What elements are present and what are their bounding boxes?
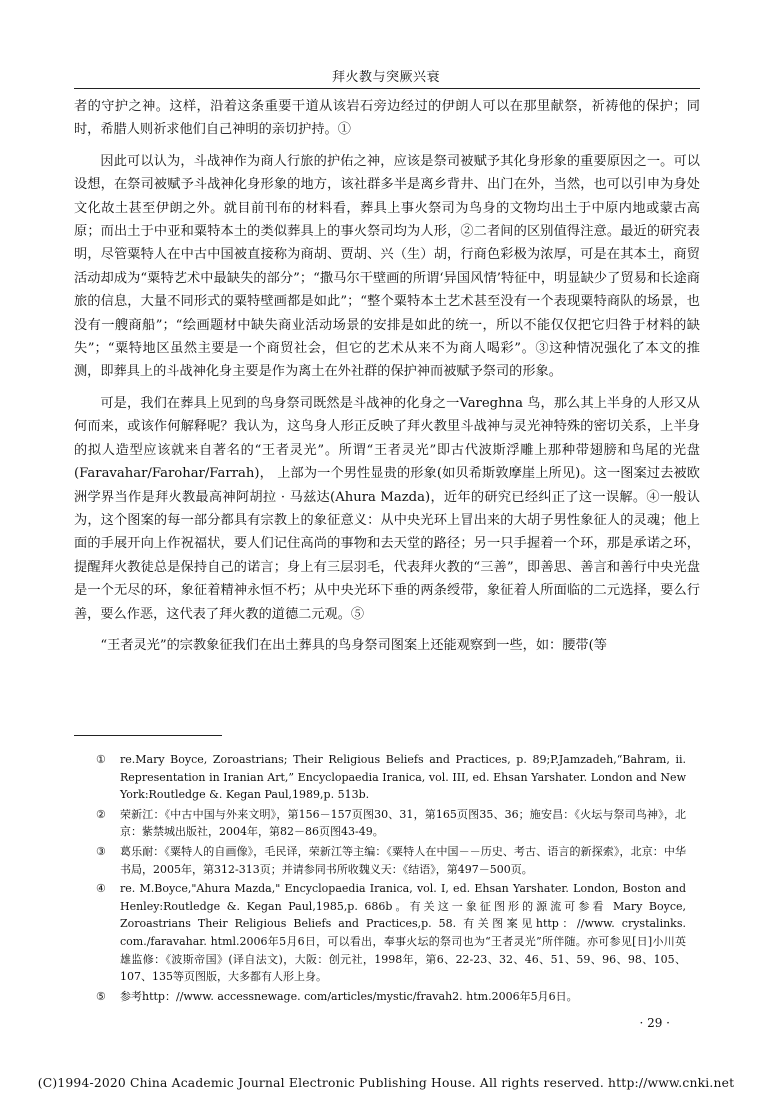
footnote-mark: ⑤	[96, 989, 106, 1003]
footnote-rule	[74, 735, 222, 736]
copyright-notice: (C)1994-2020 China Academic Journal Electronic Publishing House. All rights reserved. http://www.cnki.net	[37, 1076, 735, 1090]
footnote	[96, 880, 686, 986]
paragraph: “王者灵光”的宗教象征我们在出土葬具的鸟身祭司图案上还能观察到一些，如：腰带(等	[100, 637, 607, 653]
footnote	[96, 751, 686, 804]
paragraph: 可是，我们在葬具上见到的鸟身祭司既然是斗战神的化身之一Vareghna 鸟，那么其上半身的人形又从何而来，或该作何解释呢？我认为，这鸟身人形正反映了拜火教里斗战神与灵光神特殊的密切关系，上半身的拟人造型应该就来自著名的“王者灵光”。所谓“王者灵光”即古代波斯浮雕上那种带翅膀和鸟尾的光盘 (Faravahar/Farohar/Farrah)， 上部为一个男性显贵的形象(如贝希斯敦摩崖上所见)。这一图案过去被欧洲学界当作是拜火教最高神阿胡拉 · 马兹达(Ahura Mazda)，近年的研究已经纠正了这一误解。④一般认为，这个图案的每一部分都具有宗教上的象征意义：从中央光环上冒出来的大胡子男性象征人的灵魂；他上面的手展开向上作祝福状，要人们记住高尚的事物和去天堂的路径；另一只手握着一个环，那是承诺之环，提醒拜火教徒总是保持自己的诺言；身上有三层羽毛，代表拜火教的“三善”，即善思、善言和善行中央光盘是一个无尽的环，象征着精神永恒不朽；从中央光环下垂的两条绶带，象征着人所面临的二元选择，要么行善，要么作恶，这代表了拜火教的道德二元观。⑤	[74, 395, 700, 622]
footnote-text: re. M.Boyce,"Ahura Mazda," Encyclopaedia Iranica, vol. I, ed. Ehsan Yarshater. London, Boston and Henley:Routledge &. Kegan Paul,1985,p. 686b。有关这一象征图形的源流可参看 Mary Boyce, Zoroastrians Their Religious Beliefs and Practices,p. 58. 有关图案见http：//www. crystalinks. com./faravahar. html.2006年5月6日，可以看出，奉事火坛的祭司也为“王者灵光”所伴随。亦可参见[日]小川英雄监修：《波斯帝国》(译自法文)，大阪：创元社，1998年，第6、22-23、32、46、51、59、96、98、105、107、135等页图版，大多都有人形上身。	[120, 882, 686, 984]
body-text	[74, 95, 700, 665]
footnote	[96, 843, 686, 878]
footnote-text: 葛乐耐：《粟特人的自画像》，毛民译，荣新江等主编：《粟特人在中国－－历史、考古、语言的新探索》，北京：中华书局，2005年，第312-313页；并请参同书所收魏义天：《结语》，第497－500页。	[120, 844, 686, 876]
running-header: 拜火教与突厥兴衰	[331, 70, 440, 85]
footnote	[96, 988, 686, 1006]
page-number: · 29 ·	[639, 1016, 670, 1030]
paragraph: 者的守护之神。这样，沿着这条重要干道从该岩石旁边经过的伊朗人可以在那里献祭，祈祷他的保护；同时，希腊人则祈求他们自己神明的亲切护持。①	[74, 99, 700, 138]
footnote-mark: ③	[96, 844, 106, 858]
footnotes	[96, 751, 686, 1007]
footnote-text: re.Mary Boyce, Zoroastrians; Their Religious Beliefs and Practices, p. 89;P.Jamzadeh,“Bahram, ii. Representation in Iranian Art,” Encyclopaedia Iranica, vol. III, ed. Ehsan Yarshater. London and New York:Routledge &. Kegan Paul,1989,p. 513b.	[120, 753, 686, 802]
footnote-text: 参考http：//www. accessnewage. com/articles/mystic/fravah2. htm.2006年5月6日。	[120, 989, 578, 1003]
footnote-mark: ②	[96, 807, 106, 821]
paragraph: 因此可以认为，斗战神作为商人行旅的护佑之神，应该是祭司被赋予其化身形象的重要原因之一。可以设想，在祭司被赋予斗战神化身形象的地方，该社群多半是离乡背井、出门在外，当然，也可以引申为身处文化故土甚至伊朗之外。就目前刊布的材料看，葬具上事火祭司为鸟身的文物均出土于中原内地或蒙古高原；而出土于中亚和粟特本土的类似葬具上的事火祭司均为人形，②二者间的区别值得注意。最近的研究表明，尽管粟特人在中古中国被直接称为商胡、贾胡、兴（生）胡，行商色彩极为浓厚，可是在其本土，商贸活动却成为“粟特艺术中最缺失的部分”；“撒马尔干壁画的所谓‘异国风情’特征中，明显缺少了贸易和长途商旅的信息，大量不同形式的粟特壁画都是如此”；“整个粟特本土艺术甚至没有一个表现粟特商队的场景，也没有一艘商船”；“绘画题材中缺失商业活动场景的安排是如此的统一，所以不能仅仅把它归咎于材料的缺失”；“粟特地区虽然主要是一个商贸社会，但它的艺术从来不为商人喝彩”。③这种情况强化了本文的推测，即葬具上的斗战神化身主要是作为离土在外社群的保护神而被赋予祭司的形象。	[74, 153, 700, 380]
footnote-text: 荣新江：《中古中国与外来文明》，第156－157页图30、31，第165页图35、36；施安昌：《火坛与祭司鸟神》，北京：紫禁城出版社，2004年，第82－86页图43-49。	[120, 807, 686, 839]
footnote-mark: ④	[96, 882, 106, 896]
header-rule	[74, 88, 700, 89]
footnote	[96, 806, 686, 841]
footnote-mark: ①	[96, 753, 106, 766]
